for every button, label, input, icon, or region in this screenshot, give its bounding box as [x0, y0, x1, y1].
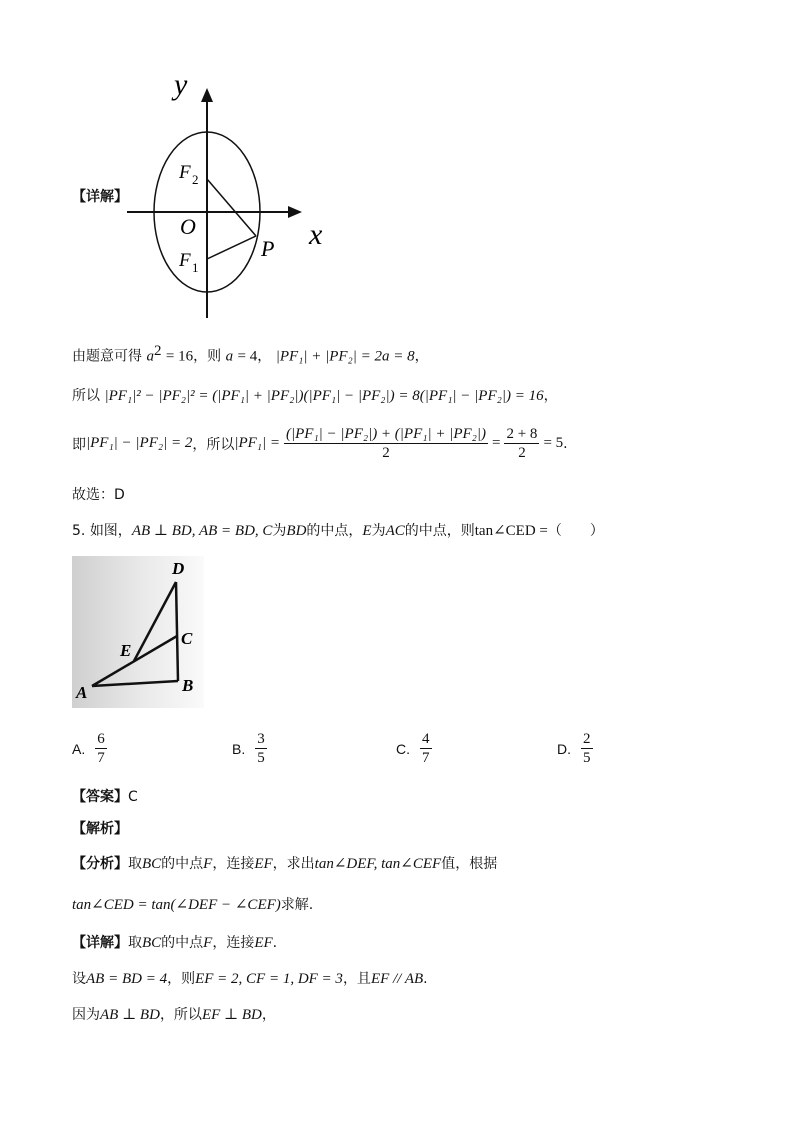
- line-pf1: [207, 236, 256, 259]
- fraction-2: $\frac{2 + 8}{2}$: [506, 426, 538, 461]
- analysis-tag: 【解析】: [72, 821, 128, 837]
- label-a: A: [76, 683, 88, 702]
- detail-line-3: 因为AB ⊥ BD，所以EF ⊥ BD，: [72, 1007, 276, 1023]
- p-label: P: [261, 236, 275, 261]
- question-5-stem: 5. 如图，AB ⊥ BD, AB = BD, C为BD的中点，E为AC的中点，则tan∠CED =（ ）: [72, 523, 604, 539]
- analysis-line-2: tan∠CED = tan(∠DEF − ∠CEF)求解.: [72, 897, 314, 913]
- label-d: D: [172, 559, 185, 578]
- y-axis-arrow: [201, 88, 213, 102]
- answer-value: C: [128, 789, 138, 805]
- option-d[interactable]: D. $\frac{2}{5}$: [557, 731, 591, 766]
- y-label: y: [174, 68, 188, 101]
- solution-line-2: 所以 |PF₁|² − |PF₂|² = (|PF₁| + |PF₂|)(|PF₁| − |PF₂|) = 8(|PF₁| − |PF₂|) = 16，: [72, 388, 558, 404]
- answer-line: [72, 786, 138, 806]
- origin-label: O: [180, 214, 196, 239]
- answer-choice-line: 故选：D: [72, 487, 125, 503]
- detail-line-2: 设AB = BD = 4，则EF = 2, CF = 1, DF = 3，且EF // AB.: [72, 971, 428, 987]
- option-a[interactable]: A. $\frac{6}{7}$: [72, 731, 105, 766]
- x-axis-arrow: [288, 206, 302, 218]
- analysis-line-1: 【分析】取BC的中点F，连接EF，求出tan∠DEF, tan∠CEF值，根据: [72, 856, 498, 872]
- answer-tag: 【答案】: [72, 789, 128, 805]
- label-b: B: [182, 676, 194, 695]
- fraction-1: $\frac{\text{(|PF₁| − |PF₂|) + (|PF₁| + |PF₂|)}}{2}$: [286, 426, 486, 461]
- detail-tag: 【详解】: [72, 189, 128, 205]
- f2-subscript: 2: [192, 172, 199, 187]
- triangle-figure: [72, 556, 204, 708]
- ellipse-figure: [125, 68, 340, 323]
- option-b[interactable]: B. $\frac{3}{5}$: [232, 731, 265, 766]
- x-label: x: [309, 218, 323, 251]
- solution-line-1: 由题意可得 $a^2 = 16$，则 a = 4， |PF₁| + |PF₂| = 2a = 8，: [72, 343, 429, 365]
- label-c: C: [181, 629, 193, 648]
- solution-line-3: 即 |PF₁| − |PF₂| = 2 ，所以 |PF₁| = $\frac{\text{(|PF₁| − |PF₂|) + (|PF₁| + |PF₂|)}}{2}$ = $\frac{2 + 8}{2}$ = 5 .: [72, 426, 568, 461]
- option-c[interactable]: C. $\frac{4}{7}$: [396, 731, 430, 766]
- f1-label: F: [179, 250, 191, 271]
- f2-label: F: [179, 162, 191, 183]
- detail-line-1: 【详解】取BC的中点F，连接EF.: [72, 935, 278, 951]
- line-pf2: [207, 179, 256, 236]
- f1-subscript: 1: [192, 260, 199, 275]
- label-e: E: [120, 641, 132, 660]
